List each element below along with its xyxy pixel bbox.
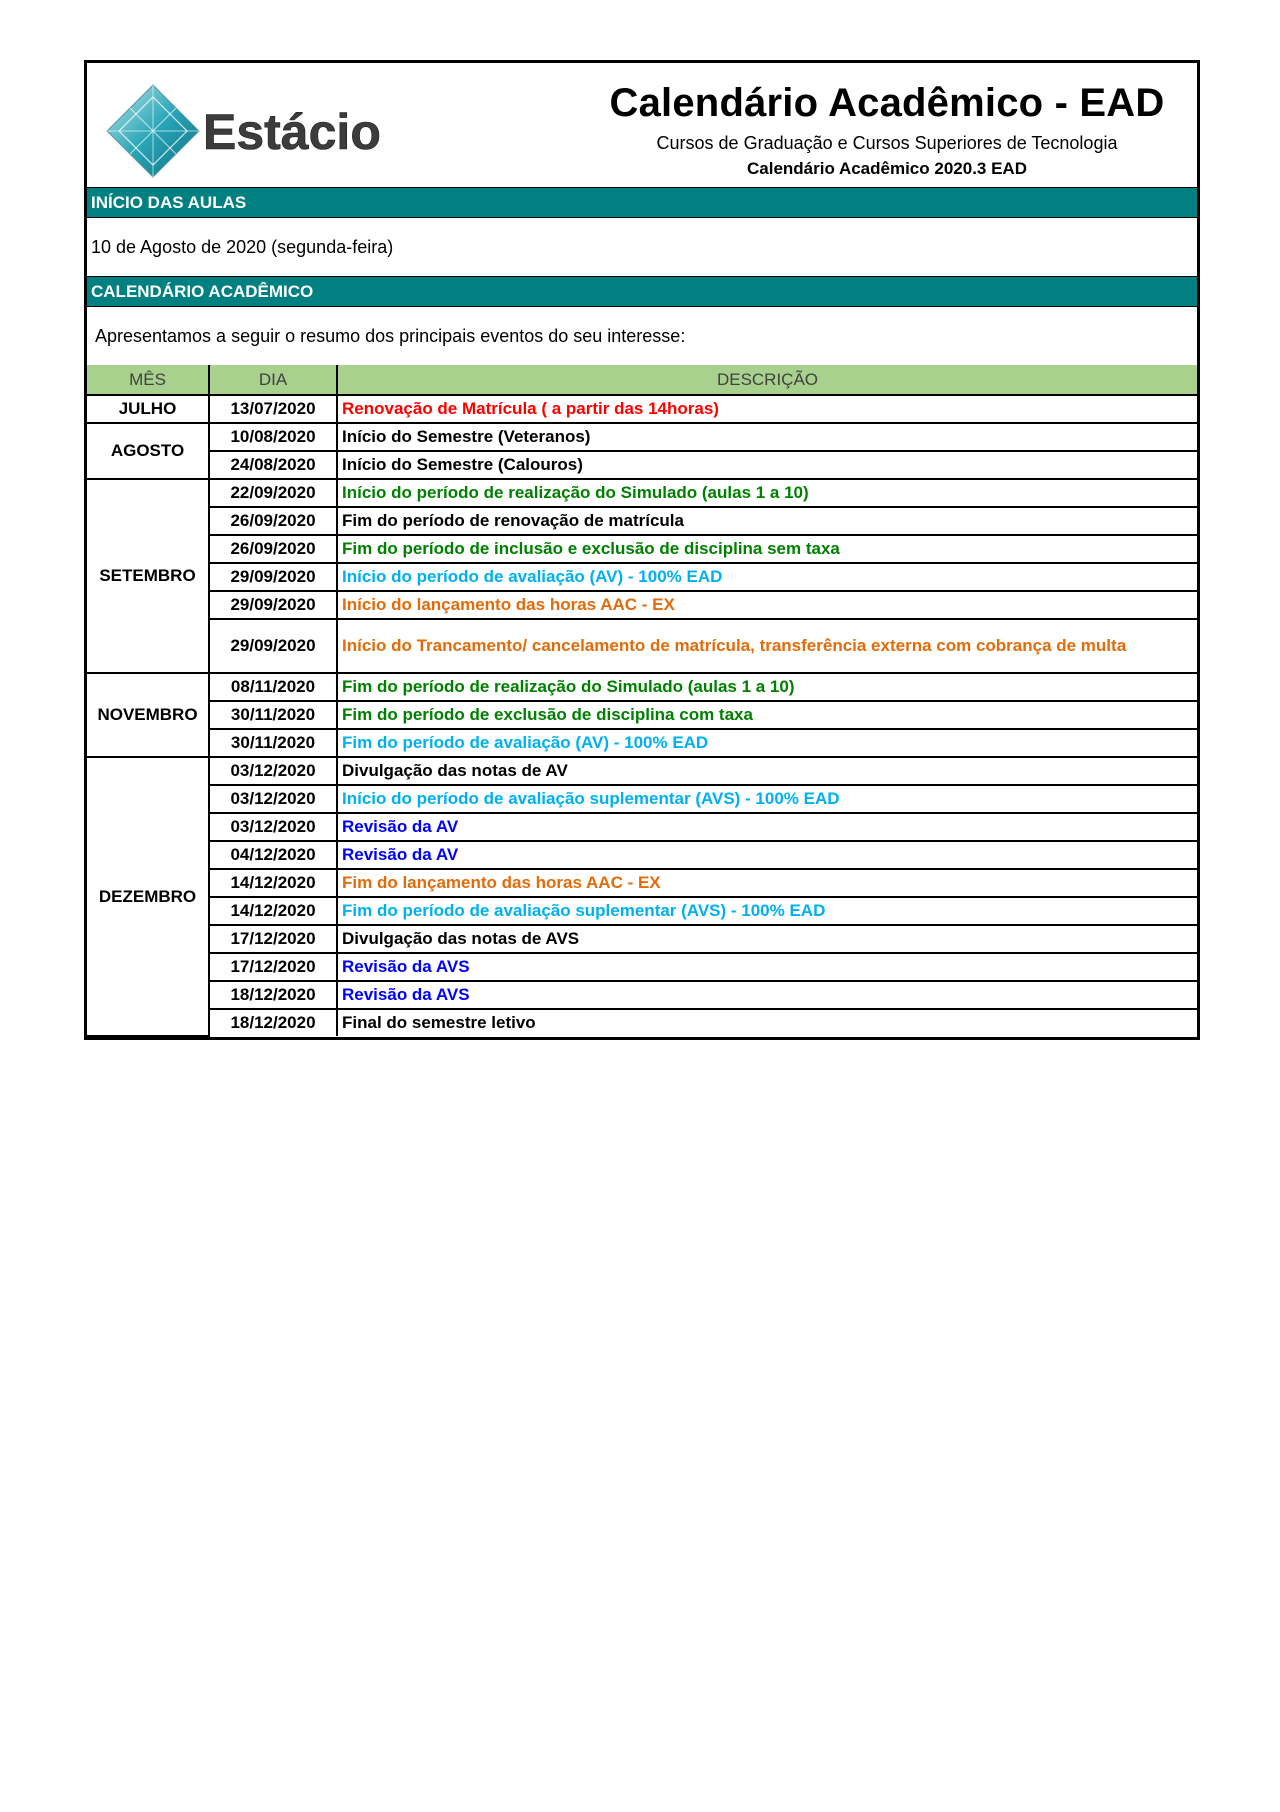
description-cell: Início do Semestre (Calouros) xyxy=(337,451,1197,479)
description-cell: Fim do período de exclusão de disciplina com taxa xyxy=(337,701,1197,729)
description-cell: Revisão da AV xyxy=(337,841,1197,869)
table-row xyxy=(87,785,1197,813)
table-row xyxy=(87,395,1197,423)
description-cell: Início do lançamento das horas AAC - EX xyxy=(337,591,1197,619)
description-cell: Divulgação das notas de AVS xyxy=(337,925,1197,953)
description-cell: Início do período de avaliação (AV) - 100% EAD xyxy=(337,563,1197,591)
date-cell: 26/09/2020 xyxy=(209,535,337,563)
table-row xyxy=(87,757,1197,785)
events-table xyxy=(87,365,1197,1037)
description-cell: Fim do período de renovação de matrícula xyxy=(337,507,1197,535)
date-cell: 13/07/2020 xyxy=(209,395,337,423)
date-cell: 26/09/2020 xyxy=(209,507,337,535)
events-table-body xyxy=(87,395,1197,1036)
description-cell: Início do Semestre (Veteranos) xyxy=(337,423,1197,451)
date-cell: 03/12/2020 xyxy=(209,757,337,785)
description-cell: Revisão da AVS xyxy=(337,981,1197,1009)
description-cell: Fim do lançamento das horas AAC - EX xyxy=(337,869,1197,897)
table-row xyxy=(87,869,1197,897)
table-row xyxy=(87,897,1197,925)
description-cell: Fim do período de avaliação (AV) - 100% EAD xyxy=(337,729,1197,757)
description-cell: Início do Trancamento/ cancelamento de matrícula, transferência externa com cobrança de multa xyxy=(337,619,1197,673)
description-cell: Revisão da AVS xyxy=(337,953,1197,981)
column-header-dia: DIA xyxy=(209,365,337,395)
calendario-section-heading: CALENDÁRIO ACADÊMICO xyxy=(87,276,1197,307)
table-row xyxy=(87,591,1197,619)
column-header-descricao: DESCRIÇÃO xyxy=(337,365,1197,395)
table-row xyxy=(87,673,1197,701)
description-cell: Fim do período de avaliação suplementar (AVS) - 100% EAD xyxy=(337,897,1197,925)
description-cell: Fim do período de inclusão e exclusão de disciplina sem taxa xyxy=(337,535,1197,563)
date-cell: 29/09/2020 xyxy=(209,563,337,591)
table-row xyxy=(87,729,1197,757)
table-row xyxy=(87,981,1197,1009)
calendar-edition: Calendário Acadêmico 2020.3 EAD xyxy=(747,159,1027,178)
table-row xyxy=(87,479,1197,507)
description-cell: Início do período de realização do Simulado (aulas 1 a 10) xyxy=(337,479,1197,507)
date-cell: 08/11/2020 xyxy=(209,673,337,701)
date-cell: 30/11/2020 xyxy=(209,729,337,757)
table-row xyxy=(87,1009,1197,1036)
date-cell: 03/12/2020 xyxy=(209,785,337,813)
table-row xyxy=(87,507,1197,535)
date-cell: 30/11/2020 xyxy=(209,701,337,729)
month-cell: AGOSTO xyxy=(87,423,209,479)
table-row xyxy=(87,423,1197,451)
table-row xyxy=(87,925,1197,953)
column-header-mes: MÊS xyxy=(87,365,209,395)
date-cell: 24/08/2020 xyxy=(209,451,337,479)
date-cell: 17/12/2020 xyxy=(209,925,337,953)
description-cell: Início do período de avaliação suplementar (AVS) - 100% EAD xyxy=(337,785,1197,813)
date-cell: 29/09/2020 xyxy=(209,591,337,619)
events-table-header xyxy=(87,365,1197,395)
inicio-section-heading: INÍCIO DAS AULAS xyxy=(87,187,1197,218)
table-row xyxy=(87,535,1197,563)
table-row xyxy=(87,619,1197,673)
description-cell: Divulgação das notas de AV xyxy=(337,757,1197,785)
date-cell: 10/08/2020 xyxy=(209,423,337,451)
description-cell: Renovação de Matrícula ( a partir das 14horas) xyxy=(337,395,1197,423)
page-title: Calendário Acadêmico - EAD xyxy=(609,81,1165,125)
date-cell: 18/12/2020 xyxy=(209,1009,337,1036)
date-cell: 14/12/2020 xyxy=(209,897,337,925)
page-subtitle: Cursos de Graduação e Cursos Superiores de Tecnologia xyxy=(656,133,1118,153)
calendario-intro-text: Apresentamos a seguir o resumo dos principais eventos do seu interesse: xyxy=(95,326,686,346)
estacio-logo xyxy=(105,83,435,179)
date-cell: 03/12/2020 xyxy=(209,813,337,841)
table-row xyxy=(87,841,1197,869)
date-cell: 17/12/2020 xyxy=(209,953,337,981)
date-cell: 14/12/2020 xyxy=(209,869,337,897)
document-header xyxy=(87,63,1197,187)
calendar-document xyxy=(84,60,1200,1040)
logo-wordmark: Estácio xyxy=(203,104,381,160)
inicio-date-text: 10 de Agosto de 2020 (segunda-feira) xyxy=(91,237,394,257)
table-row xyxy=(87,953,1197,981)
month-cell: JULHO xyxy=(87,395,209,423)
date-cell: 22/09/2020 xyxy=(209,479,337,507)
description-cell: Revisão da AV xyxy=(337,813,1197,841)
month-cell: NOVEMBRO xyxy=(87,673,209,757)
table-row xyxy=(87,813,1197,841)
description-cell: Final do semestre letivo xyxy=(337,1009,1197,1036)
month-cell: DEZEMBRO xyxy=(87,757,209,1036)
table-row xyxy=(87,563,1197,591)
date-cell: 29/09/2020 xyxy=(209,619,337,673)
table-row xyxy=(87,451,1197,479)
date-cell: 04/12/2020 xyxy=(209,841,337,869)
table-row xyxy=(87,701,1197,729)
month-cell: SETEMBRO xyxy=(87,479,209,673)
description-cell: Fim do período de realização do Simulado (aulas 1 a 10) xyxy=(337,673,1197,701)
date-cell: 18/12/2020 xyxy=(209,981,337,1009)
